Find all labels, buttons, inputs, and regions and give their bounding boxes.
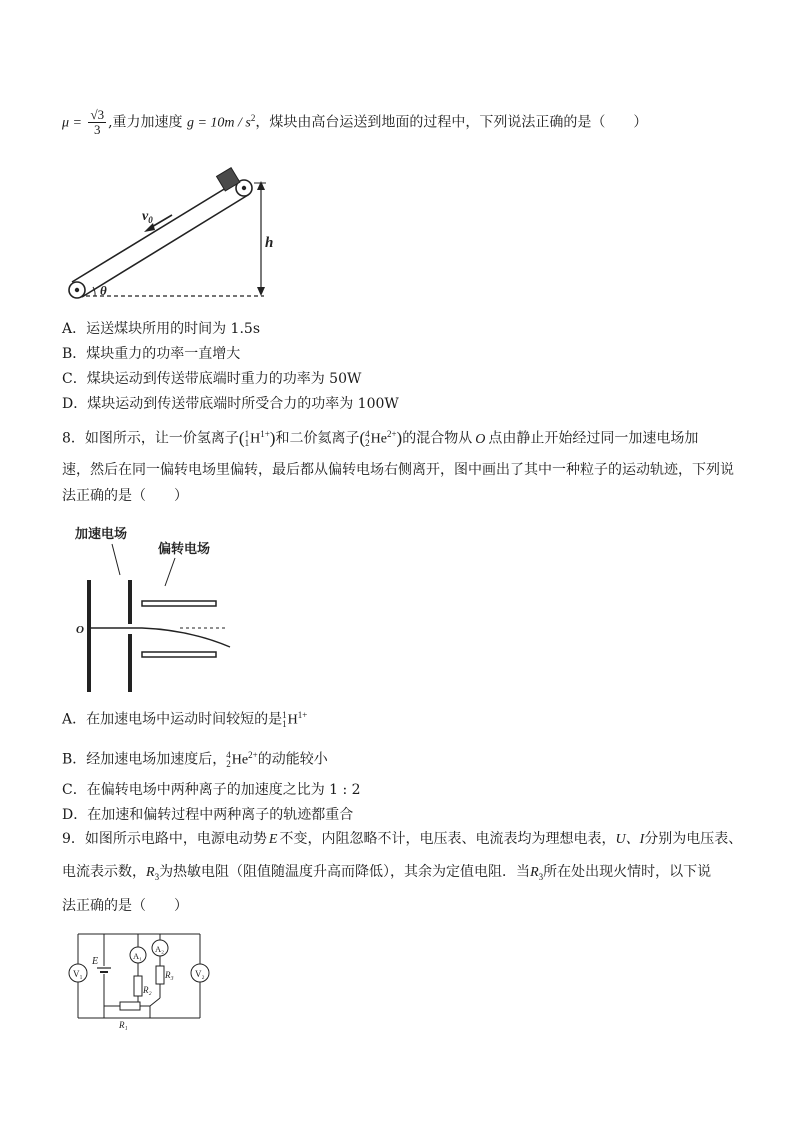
q8-option-a bbox=[62, 706, 307, 730]
mu-fraction bbox=[88, 108, 106, 137]
q9-text-d: 电流表示数， bbox=[62, 864, 146, 880]
q8-text-b: 和二价氦离子 bbox=[275, 430, 360, 447]
mu-label: μ = bbox=[62, 115, 82, 131]
circuit-figure bbox=[64, 926, 214, 1036]
v2-label: V₂ bbox=[195, 969, 205, 979]
accel-plate-right bbox=[128, 580, 132, 624]
accel-plate-left bbox=[87, 580, 91, 692]
accel-plate-right-lower bbox=[128, 634, 132, 692]
q8-option-d: D．在加速和偏转过程中两种离子的轨迹都重合 bbox=[62, 807, 354, 823]
q9-emf: E bbox=[268, 832, 278, 847]
q8-option-a-text: A．在加速电场中运动时间较短的是 bbox=[62, 711, 283, 728]
q8-option-c: C．在偏转电场中两种离子的加速度之比为 1 : 2 bbox=[62, 782, 361, 798]
deflect-plate-bottom bbox=[142, 652, 216, 657]
q9-u-i: U、I bbox=[615, 832, 645, 847]
q7-option-b: B．煤块重力的功率一直增大 bbox=[62, 346, 241, 362]
a1-label: A₁ bbox=[133, 951, 143, 961]
q8-line-3: 法正确的是（ ） bbox=[62, 488, 188, 504]
q9-r3-symbol-2: R bbox=[530, 865, 539, 880]
emf-label: E bbox=[92, 956, 99, 967]
q9-text-b: 不变，内阻忽略不计，电压表、电流表均为理想电表， bbox=[279, 831, 616, 847]
q9-text-c: 分别为电压表、 bbox=[644, 831, 743, 847]
h-label: h bbox=[265, 235, 274, 251]
mu-numerator: √3 bbox=[90, 107, 105, 122]
resistor-r2 bbox=[134, 976, 142, 996]
q8-line-1: 8．如图所示，让一价氢离子( 1 1 $H^{1+}$)和二价氦离子( 4 2 $He^{2+}$)的混合物从 O 点由静止开始经过同一加速电场加 bbox=[62, 425, 698, 449]
v0-label: $v_0$ bbox=[142, 209, 153, 225]
g-equation: g = 10m / s bbox=[186, 115, 251, 131]
q8-text-a: 8．如图所示，让一价氢离子 bbox=[62, 430, 239, 447]
helium-ion-option: 4 2 $He^{2+}$ bbox=[226, 750, 258, 770]
deflect-field-label: 偏转电场 bbox=[158, 542, 211, 557]
q8-option-b bbox=[62, 746, 328, 770]
q7-option-d: D．煤块运动到传送带底端时所受合力的功率为 100W bbox=[62, 396, 399, 412]
q9-r3-symbol: R bbox=[146, 865, 155, 880]
belt-top-edge bbox=[72, 180, 239, 282]
q9-line-3: 法正确的是（ ） bbox=[62, 898, 188, 914]
belt-bottom-edge bbox=[82, 195, 248, 297]
r2-label: R₂ bbox=[143, 985, 152, 995]
q7-text-b: ，煤块由高台运送到地面的过程中，下列说法正确的是（ ） bbox=[255, 114, 648, 131]
mu-denominator: 3 bbox=[94, 122, 101, 137]
field-figure bbox=[70, 520, 240, 695]
q7-option-a: A．运送煤块所用的时间为 1.5s bbox=[62, 321, 261, 337]
a2-label: A₂ bbox=[155, 944, 165, 954]
q9-line-1 bbox=[62, 830, 742, 849]
q9-text-f: 所在处出现火情时，以下说 bbox=[543, 864, 712, 880]
r3-label: R₃ bbox=[165, 970, 174, 980]
g-exponent: 2 bbox=[250, 112, 256, 123]
deflect-plate-top bbox=[142, 601, 216, 606]
q9-line-2 bbox=[62, 863, 711, 886]
q8-option-b-text-a: B．经加速电场加速度后， bbox=[62, 751, 227, 768]
accel-field-label: 加速电场 bbox=[75, 527, 128, 542]
q9-r3-sub-2: 3 bbox=[538, 871, 544, 882]
conveyor-figure bbox=[60, 165, 280, 305]
hydrogen-ion-option: 1 1 $H^{1+}$ bbox=[282, 710, 308, 730]
origin-label: O bbox=[76, 624, 84, 636]
r1-label: R₁ bbox=[119, 1020, 128, 1030]
q9-r3-sub: 3 bbox=[154, 871, 160, 882]
q8-text-d: 点由静止开始经过同一加速电场加 bbox=[488, 430, 699, 447]
height-arrow-top bbox=[257, 181, 265, 190]
q9-text-e: 为热敏电阻（阻值随温度升高而降低），其余为定值电阻．当 bbox=[159, 864, 531, 880]
theta-label: θ bbox=[100, 283, 107, 298]
q7-text-a: ,重力加速度 bbox=[108, 114, 183, 131]
resistor-r3 bbox=[156, 966, 164, 984]
q8-text-c: 的混合物从 bbox=[402, 430, 473, 447]
resistor-r1 bbox=[120, 1002, 140, 1010]
height-arrow-bottom bbox=[257, 287, 265, 296]
q7-option-c: C．煤块运动到传送带底端时重力的功率为 50W bbox=[62, 371, 362, 387]
hydrogen-ion: 1 1 $H^{1+}$ bbox=[244, 429, 270, 449]
q8-point-o: O bbox=[475, 431, 486, 447]
q9-text-a: 9．如图所示电路中，电源电动势 bbox=[62, 831, 267, 847]
particle-trajectory bbox=[91, 628, 230, 647]
q7-stem bbox=[62, 108, 647, 137]
helium-ion: 4 2 $He^{2+}$ bbox=[365, 429, 397, 449]
v1-label: V₁ bbox=[73, 969, 83, 979]
q8-option-b-text-b: 的动能较小 bbox=[257, 751, 328, 768]
q8-line-2: 速，然后在同一偏转电场里偏转，最后都从偏转电场右侧离开，图中画出了其中一种粒子的运动轨迹，下列说 bbox=[62, 462, 734, 478]
